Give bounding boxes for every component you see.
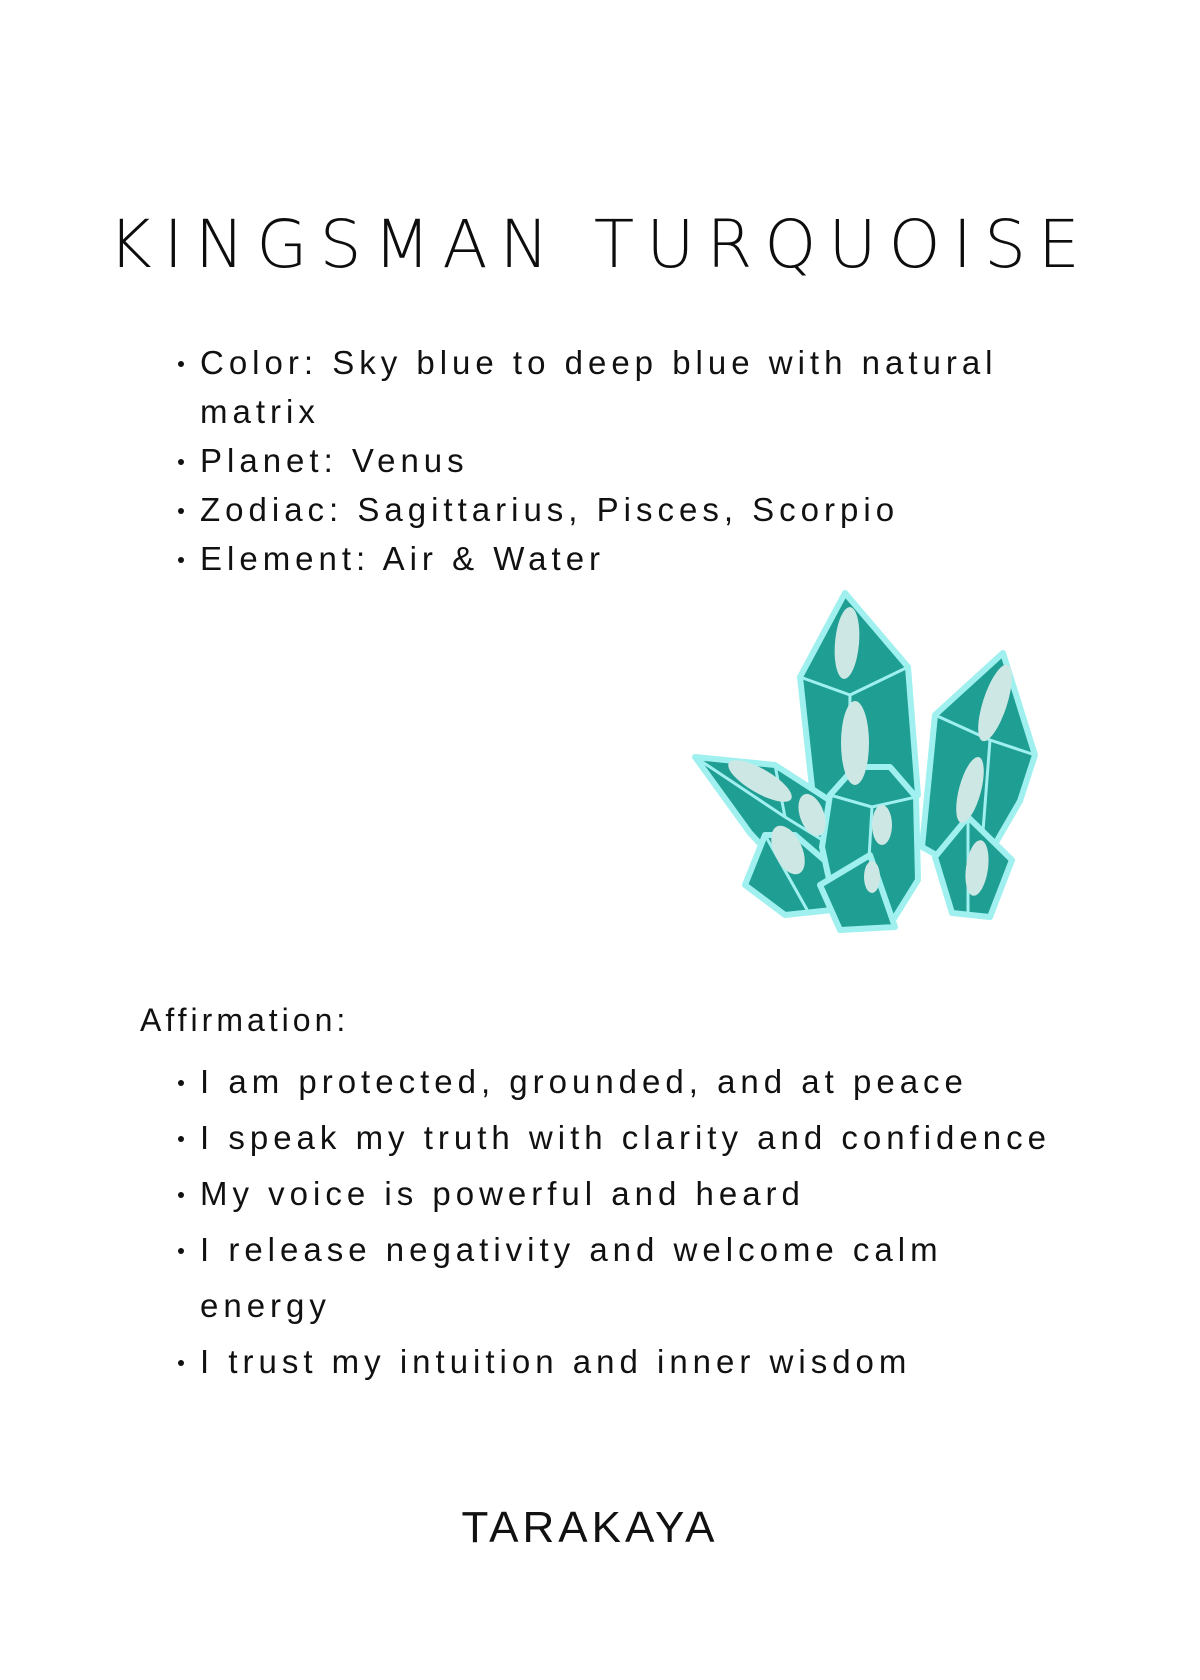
page-title: KINGSMAN TURQUOISE bbox=[108, 206, 1092, 284]
crystal-cluster-icon bbox=[690, 585, 1050, 955]
property-zodiac: Zodiac: Sagittarius, Pisces, Scorpio bbox=[170, 485, 1030, 534]
affirmation-list bbox=[170, 1054, 1070, 1390]
affirmation-item: I am protected, grounded, and at peace bbox=[170, 1054, 1070, 1110]
brand-name: TARAKAYA bbox=[461, 1503, 719, 1552]
affirmation-item: I speak my truth with clarity and confidence bbox=[170, 1110, 1070, 1166]
affirmation-item: My voice is powerful and heard bbox=[170, 1166, 1070, 1222]
property-color: Color: Sky blue to deep blue with natural matrix bbox=[170, 338, 1030, 436]
affirmation-item: I release negativity and welcome calm energy bbox=[170, 1222, 1070, 1334]
affirmation-label: Affirmation: bbox=[140, 1002, 350, 1038]
properties-list bbox=[170, 338, 1030, 583]
property-element: Element: Air & Water bbox=[170, 534, 1030, 583]
affirmation-item: I trust my intuition and inner wisdom bbox=[170, 1334, 1070, 1390]
property-planet: Planet: Venus bbox=[170, 436, 1030, 485]
